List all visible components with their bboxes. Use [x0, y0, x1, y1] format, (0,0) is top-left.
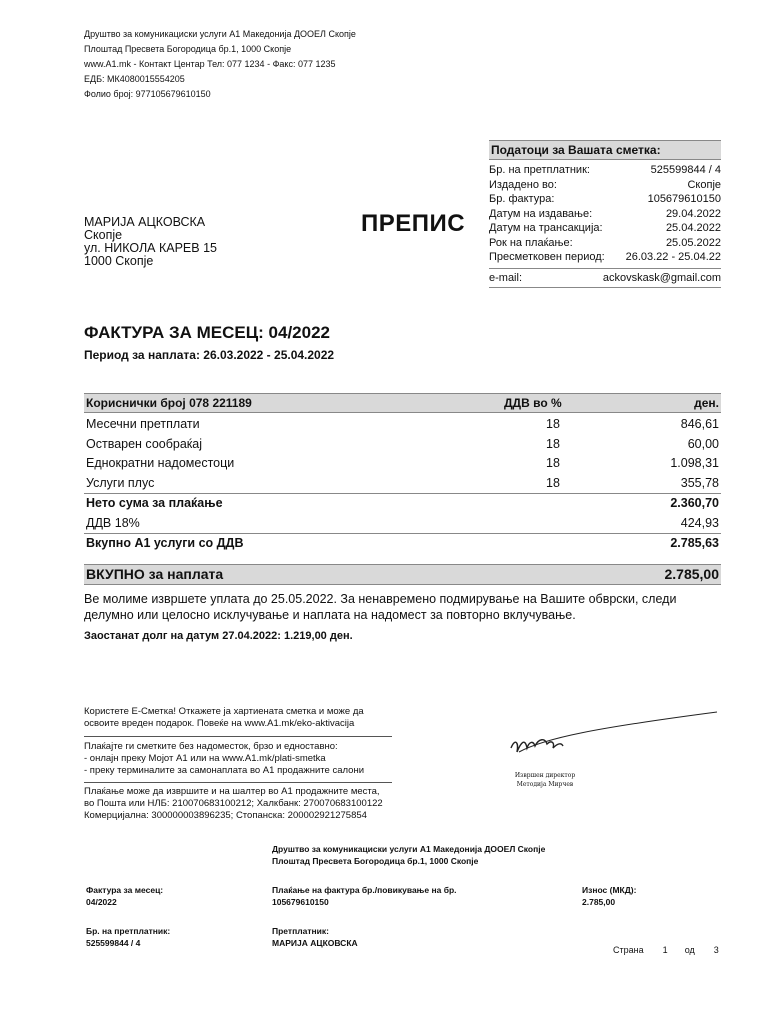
billing-period: Период за наплата: 26.03.2022 - 25.04.2022	[84, 348, 335, 362]
email-value: ackovskask@gmail.com	[602, 271, 721, 284]
account-row-value: Скопје	[687, 178, 721, 191]
page-label: Страна	[613, 945, 644, 955]
account-row-label: Датум на трансакција:	[489, 222, 603, 234]
company-contact: www.A1.mk - Контакт Центар Тел: 077 1234 - Факс: 077 1235	[84, 59, 336, 69]
footer-company-address: Плоштад Пресвета Богородица бр.1, 1000 Скопје	[272, 856, 479, 866]
account-row-value: 525599844 / 4	[650, 164, 721, 176]
slip-invoice-ref	[272, 884, 457, 908]
account-row	[489, 250, 721, 265]
account-row	[489, 192, 721, 207]
account-email-row	[489, 268, 721, 288]
account-row-label: Издадено во:	[489, 178, 557, 191]
account-row-label: Пресметковен период:	[489, 251, 605, 263]
slip-amount-value: 2.785,00	[582, 897, 616, 907]
row-amount: 355,78	[680, 475, 719, 490]
grand-total-amount: 2.785,00	[664, 566, 719, 582]
slip-subscriber-value: МАРИЈА АЦКОВСКА	[272, 938, 358, 948]
page-indicator	[613, 945, 719, 955]
slip-amount-label: Износ (МКД):	[582, 885, 637, 895]
account-row-value: 26.03.22 - 25.04.22	[625, 251, 721, 263]
slip-subscriber-number-label: Бр. на претплатник:	[86, 926, 171, 936]
net-total-row	[84, 494, 721, 514]
company-name: Друштво за комуникациски услуги А1 Македонија ДООЕЛ Скопје	[84, 29, 356, 39]
charges-table	[84, 393, 721, 554]
vat-row	[84, 514, 721, 534]
recipient-city: Скопје	[84, 228, 123, 242]
account-row-label: Бр. фактура:	[489, 193, 555, 205]
account-row-value: 25.05.2022	[665, 236, 721, 249]
account-row-value: 29.04.2022	[665, 207, 721, 220]
company-tax-id: ЕДБ: МК4080015554205	[84, 74, 185, 84]
payment-options	[84, 741, 364, 777]
email-label: e-mail:	[489, 271, 523, 284]
row-vat: 18	[546, 475, 560, 490]
table-row	[84, 454, 721, 474]
footer-company-name: Друштво за комуникациски услуги А1 Македонија ДООЕЛ Скопје	[272, 844, 546, 854]
divider	[84, 782, 392, 783]
row-name: Месечни претплати	[86, 417, 200, 431]
footer-company	[272, 843, 545, 867]
account-info-box	[489, 140, 721, 288]
grand-total-label: ВКУПНО за наплата	[86, 566, 224, 582]
table-row	[84, 474, 721, 494]
vat-label: ДДВ 18%	[86, 515, 140, 530]
account-row-label: Бр. на претплатник:	[489, 164, 590, 176]
row-amount: 60,00	[687, 436, 719, 451]
row-name: Еднократни надоместоци	[86, 456, 235, 470]
grand-total-bar	[84, 564, 721, 585]
services-total-row	[84, 534, 721, 554]
payment-location-line: Плаќање може да извршите и на шалтер во А1 продажните места,	[84, 786, 380, 797]
promo-line: Користете Е-Сметка! Откажете ја хартиената сметка и може да	[84, 706, 364, 717]
slip-subscriber-number	[86, 925, 170, 949]
account-row	[489, 207, 721, 222]
signature-name: Методија Мирчев	[516, 781, 574, 788]
divider	[84, 736, 392, 737]
recipient-address	[84, 216, 217, 268]
account-row-value: 105679610150	[647, 193, 721, 205]
page-total: 3	[713, 945, 719, 955]
account-row	[489, 163, 721, 178]
net-label: Нето сума за плаќање	[86, 496, 223, 510]
table-header	[84, 393, 721, 413]
slip-amount	[582, 884, 636, 908]
slip-subscriber	[272, 925, 358, 949]
payment-option-line: - онлајн преку Мојот А1 или на www.A1.mk/plati-smetka	[84, 753, 326, 764]
signature-title: Извршен директор	[514, 772, 576, 779]
row-name: Услуги плус	[86, 475, 155, 490]
payment-location-line: во Пошта или НЛБ: 210070683100212; Халкбанк: 270070683100122	[84, 798, 383, 809]
payment-locations	[84, 786, 383, 822]
signature	[505, 708, 725, 764]
row-vat: 18	[546, 417, 560, 431]
company-header	[84, 27, 356, 102]
outstanding-debt: Заостанат долг на датум 27.04.2022: 1.219,00 ден.	[84, 630, 353, 642]
account-row	[489, 236, 721, 251]
table-row	[84, 415, 721, 435]
payment-location-line: Комерцијална: 300000003896235; Стопанска: 200002921275854	[84, 810, 367, 821]
col-vat: ДДВ во %	[504, 396, 562, 410]
recipient-name: МАРИЈА АЦКОВСКА	[84, 215, 206, 229]
invoice-title: ФАКТУРА ЗА МЕСЕЦ: 04/2022	[84, 323, 330, 342]
row-name: Остварен сообраќај	[86, 436, 202, 451]
page-current: 1	[662, 945, 668, 955]
services-total-label: Вкупно А1 услуги со ДДВ	[86, 536, 244, 550]
row-vat: 18	[546, 456, 560, 470]
row-amount: 1.098,31	[670, 456, 719, 470]
account-row	[489, 221, 721, 236]
slip-month-value: 04/2022	[86, 897, 117, 907]
col-amount: ден.	[694, 396, 719, 410]
account-info-header: Податоци за Вашата сметка:	[489, 140, 721, 160]
promo-line: освоите вреден подарок. Повеќе на www.A1.mk/eko-aktivacija	[84, 718, 355, 729]
slip-invoice-value: 105679610150	[272, 897, 329, 907]
row-amount: 846,61	[680, 417, 719, 431]
net-amount: 2.360,70	[670, 496, 719, 510]
company-address: Плоштад Пресвета Богородица бр.1, 1000 Скопје	[84, 44, 292, 54]
signature-icon	[505, 708, 725, 764]
payment-option-line: Плаќајте ги сметките без надоместок, брзо и едноставно:	[84, 741, 338, 752]
vat-amount: 424,93	[680, 515, 719, 530]
account-row-label: Рок на плаќање:	[489, 236, 573, 249]
signature-caption	[500, 771, 590, 789]
copy-stamp: ПРЕПИС	[361, 210, 466, 237]
page-of: од	[684, 945, 695, 955]
recipient-postal: 1000 Скопје	[84, 254, 154, 268]
slip-month-label: Фактура за месец:	[86, 885, 164, 895]
slip-subscriber-number-value: 525599844 / 4	[86, 938, 141, 948]
slip-month	[86, 884, 163, 908]
e-bill-promo	[84, 706, 364, 730]
payment-notice: Ве молиме извршете уплата до 25.05.2022. За ненавремено подмирување на Вашите обврски, следи делумно или целосно исклучување и наплата на надомест за повторно вклучување.	[84, 592, 677, 622]
payment-option-line: - преку терминалите за самонаплата во А1 продажните салони	[84, 765, 364, 776]
col-user-number: Кориснички број 078 221189	[86, 396, 252, 410]
account-row-label: Датум на издавање:	[489, 207, 593, 220]
recipient-street: ул. НИКОЛА КАРЕВ 15	[84, 241, 217, 255]
services-total-amount: 2.785,63	[670, 536, 719, 550]
account-row-value: 25.04.2022	[665, 222, 721, 234]
row-vat: 18	[546, 436, 560, 451]
slip-invoice-label: Плаќање на фактура бр./повикување на бр.	[272, 885, 457, 895]
slip-subscriber-label: Претплатник:	[272, 926, 329, 936]
table-row	[84, 435, 721, 455]
account-row	[489, 178, 721, 193]
company-folio: Фолио број: 977105679610150	[84, 89, 211, 99]
